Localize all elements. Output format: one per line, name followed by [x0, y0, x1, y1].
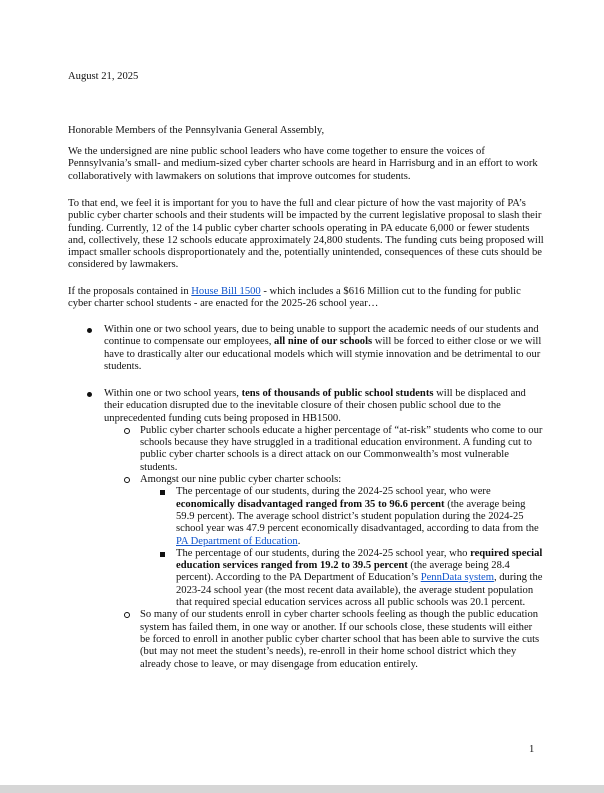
sub-bullet-enrollment: So many of our students enroll in cyber charter schools feeling as though the public education system has failed them, in one way or another. If our schools close, these students will either be forced to enroll in another public cyber charter school that has been able to survive the cuts (but may not meet the student’s needs), re-enroll in their home school district which they already chose to leave, or may disengage from education entirely.: [140, 609, 544, 670]
bullet-dot-icon: [87, 392, 92, 397]
paragraph-proposal: If the proposals contained in House Bill 1500 - which includes a $616 Million cut to the funding for public cyber charter school students - are enacted for the 2025-26 school year…: [68, 286, 521, 310]
salutation: Honorable Members of the Pennsylvania General Assembly,: [68, 125, 325, 136]
page-number: 1: [529, 744, 535, 755]
bullet-circle-icon: [124, 477, 130, 483]
page-bottom-edge: [0, 785, 604, 793]
letter-date: August 21, 2025: [68, 71, 139, 82]
bullet-schools-close: Within one or two school years, due to being unable to support the academic needs of our students and continue to compensate our employees, all nine of our schools will be forced to either close or we will have to drastically alter our educational models which will stymie innovation and be detrimental to our students.: [88, 324, 544, 373]
bullet-square-icon: [160, 552, 165, 557]
sub-bullet-amongst: Amongst our nine public cyber charter schools: The percentage of our students, during the 2024-25 school year, who were economically disadvantaged ranged from 35 to 96.6 percent (the average being 59.9 percent). The average school district’s student population during the 2024-25 school year was 47.9 percent economically disadvantaged, according to data from the PA Department of Education. The percentage of our students, during the 2024-25 school year, who required special education services ranged from 19.2 to 39.5 percent (the average being 28.4 percent). According to the PA Department of Education’s PennData system, during the 2023-24 school year (the most recent data available), the average student population that required special education services across all public schools was 20.1 percent.: [140, 474, 544, 609]
penndata-system-link[interactable]: PennData system: [420, 572, 494, 584]
paragraph-context: To that end, we feel it is important for you to have the full and clear picture of how the vast majority of PA’s public cyber charter schools and their students will be impacted by the current legislative proposal to slash their funding. Currently, 12 of the 14 public cyber charter schools operating in PA educate 6,000 or fewer students and, collectively, these 12 schools educate approximately 24,800 students. The funding cuts being proposed will impact smaller schools disproportionately and the, potentially unintended, consequences of these cuts should be considered by lawmakers.: [68, 198, 544, 271]
pa-department-of-education-link[interactable]: PA Department of Education: [176, 535, 298, 547]
sub-bullet-at-risk: Public cyber charter schools educate a higher percentage of “at-risk” students who come to our schools because they have struggled in a traditional education environment. A funding cut to public cyber charter schools is a direct attack on our Commonwealth’s most vulnerable students.: [140, 425, 544, 474]
sub-sub-bullet-special-education: The percentage of our students, during the 2024-25 school year, who required special education services ranged from 19.2 to 39.5 percent (the average being 28.4 percent). According to the PA Department of Education’s PennData system, during the 2023-24 school year (the most recent data available), the average student population that required special education services across all public schools was 20.1 percent.: [176, 548, 544, 609]
bullet-square-icon: [160, 490, 165, 495]
bullet-circle-icon: [124, 612, 130, 618]
bullet-circle-icon: [124, 428, 130, 434]
house-bill-1500-link[interactable]: House Bill 1500: [191, 286, 261, 297]
sub-sub-bullet-economic: The percentage of our students, during the 2024-25 school year, who were economically disadvantaged ranged from 35 to 96.6 percent (the average being 59.9 percent). The average school district’s student population during the 2024-25 school year was 47.9 percent economically disadvantaged, according to data from the PA Department of Education.: [176, 486, 544, 547]
bullet-dot-icon: [87, 328, 92, 333]
bullet-students-displaced: Within one or two school years, tens of thousands of public school students will be displaced and their education disrupted due to the inevitable closure of their chosen public school due to the unprecedented funding cuts being proposed in HB1500. Public cyber charter schools educate a higher percentage of “at-risk” students who come to our schools because they have struggled in a traditional education environment. A funding cut to public cyber charter schools is a direct attack on our Commonwealth’s most vulnerable students. Amongst our nine public cyber charter schools: The percentage of our students, during the 2024-25 school year, who were economically disadvantaged ranged from 35 to 96.6 percent (the average being 59.9 percent). The average school district’s student population during the 2024-25 school year was 47.9 percent economically disadvantaged, according to data from the PA Department of Education. The percentage of our students, during the 2024-25 school year, who required special education services ranged from 19.2 to 39.5 percent (the average being 28.4 percent). According to the PA Department of Education’s PennData system, during the 2023-24 school year (the most recent data available), the average student population that required special education services across all public schools was 20.1 percent. So many of our students enroll in cyber charter schools feeling as though the public education system has failed them, in one way or another. If our schools close, these students will either be forced to enroll in another public cyber charter school that has been able to survive the cuts (but may not meet the student’s needs), re-enroll in their home school district which they already chose to leave, or may disengage from education entirely.: [88, 388, 544, 671]
paragraph-intro: We the undersigned are nine public school leaders who have come together to ensure the voices of Pennsylvania’s small- and medium-sized cyber charter schools are heard in Harrisburg and in an effort to work collaboratively with lawmakers on solutions that improve outcomes for students.: [68, 146, 538, 182]
